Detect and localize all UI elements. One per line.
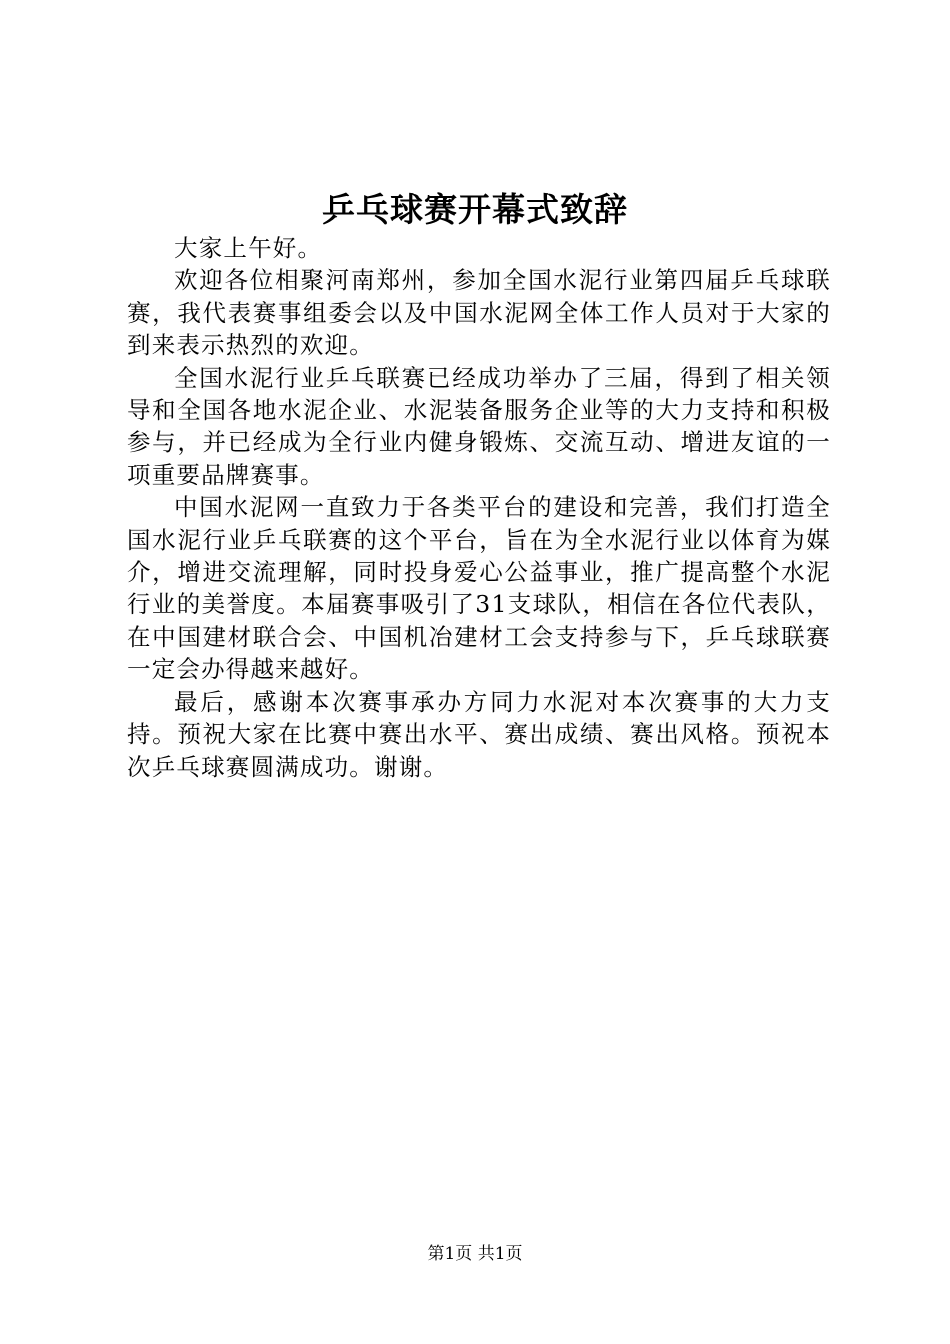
paragraph-greeting: 大家上午好。 <box>174 234 323 262</box>
page-number-footer: 第1页 共1页 <box>427 1244 523 1264</box>
paragraph-history: 全国水泥行业乒乓联赛已经成功举办了三届，得到了相关领导和全国各地水泥企业、水泥装备服务企业等的大力支持和积极参与，并已经成为全行业内健身锻炼、交流互动、增进友谊的一项重要品牌赛事。 <box>127 363 831 489</box>
paragraph-welcome: 欢迎各位相聚河南郑州，参加全国水泥行业第四届乒乓球联赛，我代表赛事组委会以及中国水泥网全体工作人员对于大家的到来表示热烈的欢迎。 <box>127 266 831 360</box>
document-title: 乒乓球赛开幕式致辞 <box>322 190 628 229</box>
paragraph-closing: 最后，感谢本次赛事承办方同力水泥对本次赛事的大力支持。预祝大家在比赛中赛出水平、赛出成绩、赛出风格。预祝本次乒乓球赛圆满成功。谢谢。 <box>127 687 831 781</box>
paragraph-platform: 中国水泥网一直致力于各类平台的建设和完善，我们打造全国水泥行业乒乓联赛的这个平台，旨在为全水泥行业以体育为媒介，增进交流理解，同时投身爱心公益事业，推广提高整个水泥行业的美誉度。本届赛事吸引了31支球队，相信在各位代表队，在中国建材联合会、中国机冶建材工会支持参与下，乒乓球联赛一定会办得越来越好。 <box>127 493 831 684</box>
document-body <box>127 232 831 783</box>
